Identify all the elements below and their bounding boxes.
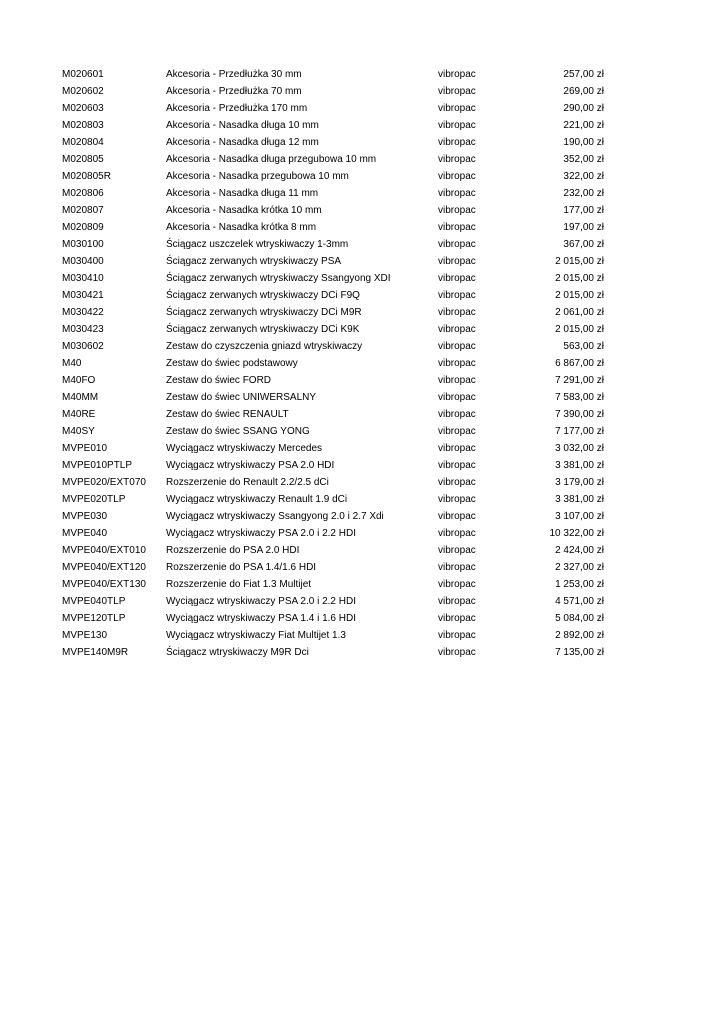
product-price: 5 084,00 zł	[555, 613, 604, 624]
product-description: Rozszerzenie do Fiat 1.3 Multijet	[166, 579, 312, 590]
product-description: Wyciągacz wtryskiwaczy Renault 1.9 dCi	[166, 494, 348, 505]
product-price: 2 327,00 zł	[555, 562, 604, 573]
table-row	[62, 83, 622, 100]
product-code: MVPE040/EXT130	[62, 579, 146, 590]
table-row	[62, 355, 622, 372]
product-price: 2 015,00 zł	[555, 290, 604, 301]
table-row	[62, 457, 622, 474]
table-row	[62, 134, 622, 151]
table-row	[62, 66, 622, 83]
product-description: Akcesoria - Nasadka przegubowa 10 mm	[166, 171, 349, 182]
product-description: Wyciągacz wtryskiwaczy PSA 2.0 i 2.2 HDI	[166, 528, 356, 539]
product-description: Akcesoria - Przedłużka 170 mm	[166, 103, 308, 114]
product-brand: vibropac	[438, 103, 476, 114]
table-row	[62, 202, 622, 219]
product-code: M020809	[62, 222, 104, 233]
product-brand: vibropac	[438, 137, 476, 148]
product-code: MVPE140M9R	[62, 647, 129, 658]
product-description: Zestaw do świec RENAULT	[166, 409, 289, 420]
table-row	[62, 219, 622, 236]
product-brand: vibropac	[438, 460, 476, 471]
product-price: 177,00 zł	[563, 205, 604, 216]
table-row	[62, 185, 622, 202]
product-code: MVPE010PTLP	[62, 460, 133, 471]
product-price: 3 107,00 zł	[555, 511, 604, 522]
product-description: Akcesoria - Nasadka krótka 10 mm	[166, 205, 322, 216]
product-brand: vibropac	[438, 494, 476, 505]
table-row	[62, 474, 622, 491]
product-description: Ściągacz zerwanych wtryskiwaczy PSA	[166, 256, 342, 267]
product-code: M030100	[62, 239, 104, 250]
product-price: 257,00 zł	[563, 69, 604, 80]
product-brand: vibropac	[438, 69, 476, 80]
product-code: MVPE040/EXT010	[62, 545, 146, 556]
product-description: Zestaw do świec SSANG YONG	[166, 426, 310, 437]
product-code: M020805	[62, 154, 104, 165]
product-description: Zestaw do świec podstawowy	[166, 358, 298, 369]
product-price: 3 381,00 zł	[555, 460, 604, 471]
product-price: 322,00 zł	[563, 171, 604, 182]
product-description: Ściągacz zerwanych wtryskiwaczy DCi M9R	[166, 307, 362, 318]
table-row	[62, 491, 622, 508]
product-price: 367,00 zł	[563, 239, 604, 250]
product-description: Akcesoria - Przedłużka 30 mm	[166, 69, 302, 80]
product-brand: vibropac	[438, 307, 476, 318]
product-price: 7 583,00 zł	[555, 392, 604, 403]
product-price: 221,00 zł	[563, 120, 604, 131]
product-brand: vibropac	[438, 188, 476, 199]
product-price: 232,00 zł	[563, 188, 604, 199]
product-code: M030400	[62, 256, 104, 267]
product-brand: vibropac	[438, 579, 476, 590]
table-row	[62, 287, 622, 304]
product-code: M020803	[62, 120, 104, 131]
product-code: MVPE020TLP	[62, 494, 126, 505]
product-price: 2 015,00 zł	[555, 324, 604, 335]
product-code: M40FO	[62, 375, 96, 386]
product-description: Wyciągacz wtryskiwaczy PSA 2.0 HDI	[166, 460, 335, 471]
product-description: Ściągacz wtryskiwaczy M9R Dci	[166, 647, 309, 658]
product-brand: vibropac	[438, 613, 476, 624]
product-description: Rozszerzenie do PSA 2.0 HDI	[166, 545, 300, 556]
table-row	[62, 338, 622, 355]
product-brand: vibropac	[438, 562, 476, 573]
product-price: 6 867,00 zł	[555, 358, 604, 369]
product-brand: vibropac	[438, 596, 476, 607]
product-brand: vibropac	[438, 392, 476, 403]
table-row	[62, 576, 622, 593]
product-description: Ściągacz zerwanych wtryskiwaczy DCi F9Q	[166, 290, 360, 301]
table-row	[62, 644, 622, 661]
table-row	[62, 559, 622, 576]
table-row	[62, 304, 622, 321]
table-row	[62, 627, 622, 644]
product-description: Ściągacz uszczelek wtryskiwaczy 1-3mm	[166, 239, 349, 250]
table-row	[62, 440, 622, 457]
product-code: M020601	[62, 69, 104, 80]
price-table	[62, 66, 622, 661]
product-description: Ściągacz zerwanych wtryskiwaczy Ssangyong XDI	[166, 273, 391, 284]
table-row	[62, 389, 622, 406]
product-code: M40	[62, 358, 82, 369]
product-brand: vibropac	[438, 154, 476, 165]
product-brand: vibropac	[438, 256, 476, 267]
product-price: 3 032,00 zł	[555, 443, 604, 454]
product-brand: vibropac	[438, 545, 476, 556]
product-code: M40SY	[62, 426, 95, 437]
product-brand: vibropac	[438, 205, 476, 216]
table-row	[62, 593, 622, 610]
product-description: Rozszerzenie do Renault 2.2/2.5 dCi	[166, 477, 329, 488]
product-code: M020807	[62, 205, 104, 216]
table-row	[62, 542, 622, 559]
product-description: Wyciągacz wtryskiwaczy Fiat Multijet 1.3	[166, 630, 346, 641]
product-description: Rozszerzenie do PSA 1.4/1.6 HDI	[166, 562, 317, 573]
product-code: M020603	[62, 103, 104, 114]
product-price: 4 571,00 zł	[555, 596, 604, 607]
table-row	[62, 423, 622, 440]
product-code: M030423	[62, 324, 104, 335]
product-brand: vibropac	[438, 324, 476, 335]
product-description: Akcesoria - Przedłużka 70 mm	[166, 86, 302, 97]
product-brand: vibropac	[438, 511, 476, 522]
table-row	[62, 610, 622, 627]
product-code: M030422	[62, 307, 104, 318]
product-price: 2 424,00 zł	[555, 545, 604, 556]
product-description: Akcesoria - Nasadka długa 12 mm	[166, 137, 319, 148]
product-code: MVPE120TLP	[62, 613, 126, 624]
product-description: Akcesoria - Nasadka długa 10 mm	[166, 120, 319, 131]
product-brand: vibropac	[438, 222, 476, 233]
product-code: M030410	[62, 273, 104, 284]
product-description: Wyciągacz wtryskiwaczy Ssangyong 2.0 i 2.7 Xdi	[166, 511, 384, 522]
product-code: MVPE010	[62, 443, 108, 454]
table-row	[62, 117, 622, 134]
product-brand: vibropac	[438, 528, 476, 539]
product-code: M030602	[62, 341, 104, 352]
product-code: M020602	[62, 86, 104, 97]
product-price: 7 135,00 zł	[555, 647, 604, 658]
product-brand: vibropac	[438, 426, 476, 437]
product-code: M40MM	[62, 392, 99, 403]
product-code: M020804	[62, 137, 104, 148]
product-description: Wyciągacz wtryskiwaczy PSA 2.0 i 2.2 HDI	[166, 596, 356, 607]
product-description: Wyciągacz wtryskiwaczy PSA 1.4 i 1.6 HDI	[166, 613, 356, 624]
table-row	[62, 508, 622, 525]
product-brand: vibropac	[438, 239, 476, 250]
product-code: M40RE	[62, 409, 96, 420]
product-code: MVPE020/EXT070	[62, 477, 146, 488]
product-price: 197,00 zł	[563, 222, 604, 233]
product-brand: vibropac	[438, 273, 476, 284]
product-price: 2 015,00 zł	[555, 273, 604, 284]
product-price: 352,00 zł	[563, 154, 604, 165]
product-brand: vibropac	[438, 290, 476, 301]
product-price: 1 253,00 zł	[555, 579, 604, 590]
product-description: Zestaw do świec UNIWERSALNY	[166, 392, 317, 403]
table-row	[62, 525, 622, 542]
product-code: MVPE040TLP	[62, 596, 126, 607]
product-price: 3 381,00 zł	[555, 494, 604, 505]
table-row	[62, 168, 622, 185]
product-price: 2 015,00 zł	[555, 256, 604, 267]
product-description: Ściągacz zerwanych wtryskiwaczy DCi K9K	[166, 324, 360, 335]
product-code: MVPE030	[62, 511, 108, 522]
table-row	[62, 151, 622, 168]
product-brand: vibropac	[438, 443, 476, 454]
product-price: 290,00 zł	[563, 103, 604, 114]
product-brand: vibropac	[438, 358, 476, 369]
table-row	[62, 406, 622, 423]
product-brand: vibropac	[438, 477, 476, 488]
table-row	[62, 253, 622, 270]
product-price: 3 179,00 zł	[555, 477, 604, 488]
table-row	[62, 100, 622, 117]
product-description: Zestaw do świec FORD	[166, 375, 272, 386]
product-price: 2 061,00 zł	[555, 307, 604, 318]
product-price: 2 892,00 zł	[555, 630, 604, 641]
product-price: 10 322,00 zł	[549, 528, 604, 539]
product-description: Akcesoria - Nasadka krótka 8 mm	[166, 222, 317, 233]
product-price: 269,00 zł	[563, 86, 604, 97]
product-price: 7 390,00 zł	[555, 409, 604, 420]
product-code: M030421	[62, 290, 104, 301]
product-description: Akcesoria - Nasadka długa przegubowa 10 mm	[166, 154, 377, 165]
product-description: Akcesoria - Nasadka długa 11 mm	[166, 188, 319, 199]
product-brand: vibropac	[438, 647, 476, 658]
table-row	[62, 236, 622, 253]
product-code: MVPE130	[62, 630, 108, 641]
table-row	[62, 270, 622, 287]
product-description: Wyciągacz wtryskiwaczy Mercedes	[166, 443, 323, 454]
product-code: MVPE040	[62, 528, 108, 539]
product-price: 7 177,00 zł	[555, 426, 604, 437]
product-code: M020806	[62, 188, 104, 199]
table-row	[62, 321, 622, 338]
product-price: 7 291,00 zł	[555, 375, 604, 386]
product-code: MVPE040/EXT120	[62, 562, 146, 573]
product-price: 190,00 zł	[563, 137, 604, 148]
product-price: 563,00 zł	[563, 341, 604, 352]
product-brand: vibropac	[438, 171, 476, 182]
product-brand: vibropac	[438, 120, 476, 131]
table-row	[62, 372, 622, 389]
product-code: M020805R	[62, 171, 111, 182]
product-brand: vibropac	[438, 375, 476, 386]
product-description: Zestaw do czyszczenia gniazd wtryskiwaczy	[166, 341, 363, 352]
product-brand: vibropac	[438, 341, 476, 352]
product-brand: vibropac	[438, 86, 476, 97]
product-brand: vibropac	[438, 630, 476, 641]
product-brand: vibropac	[438, 409, 476, 420]
